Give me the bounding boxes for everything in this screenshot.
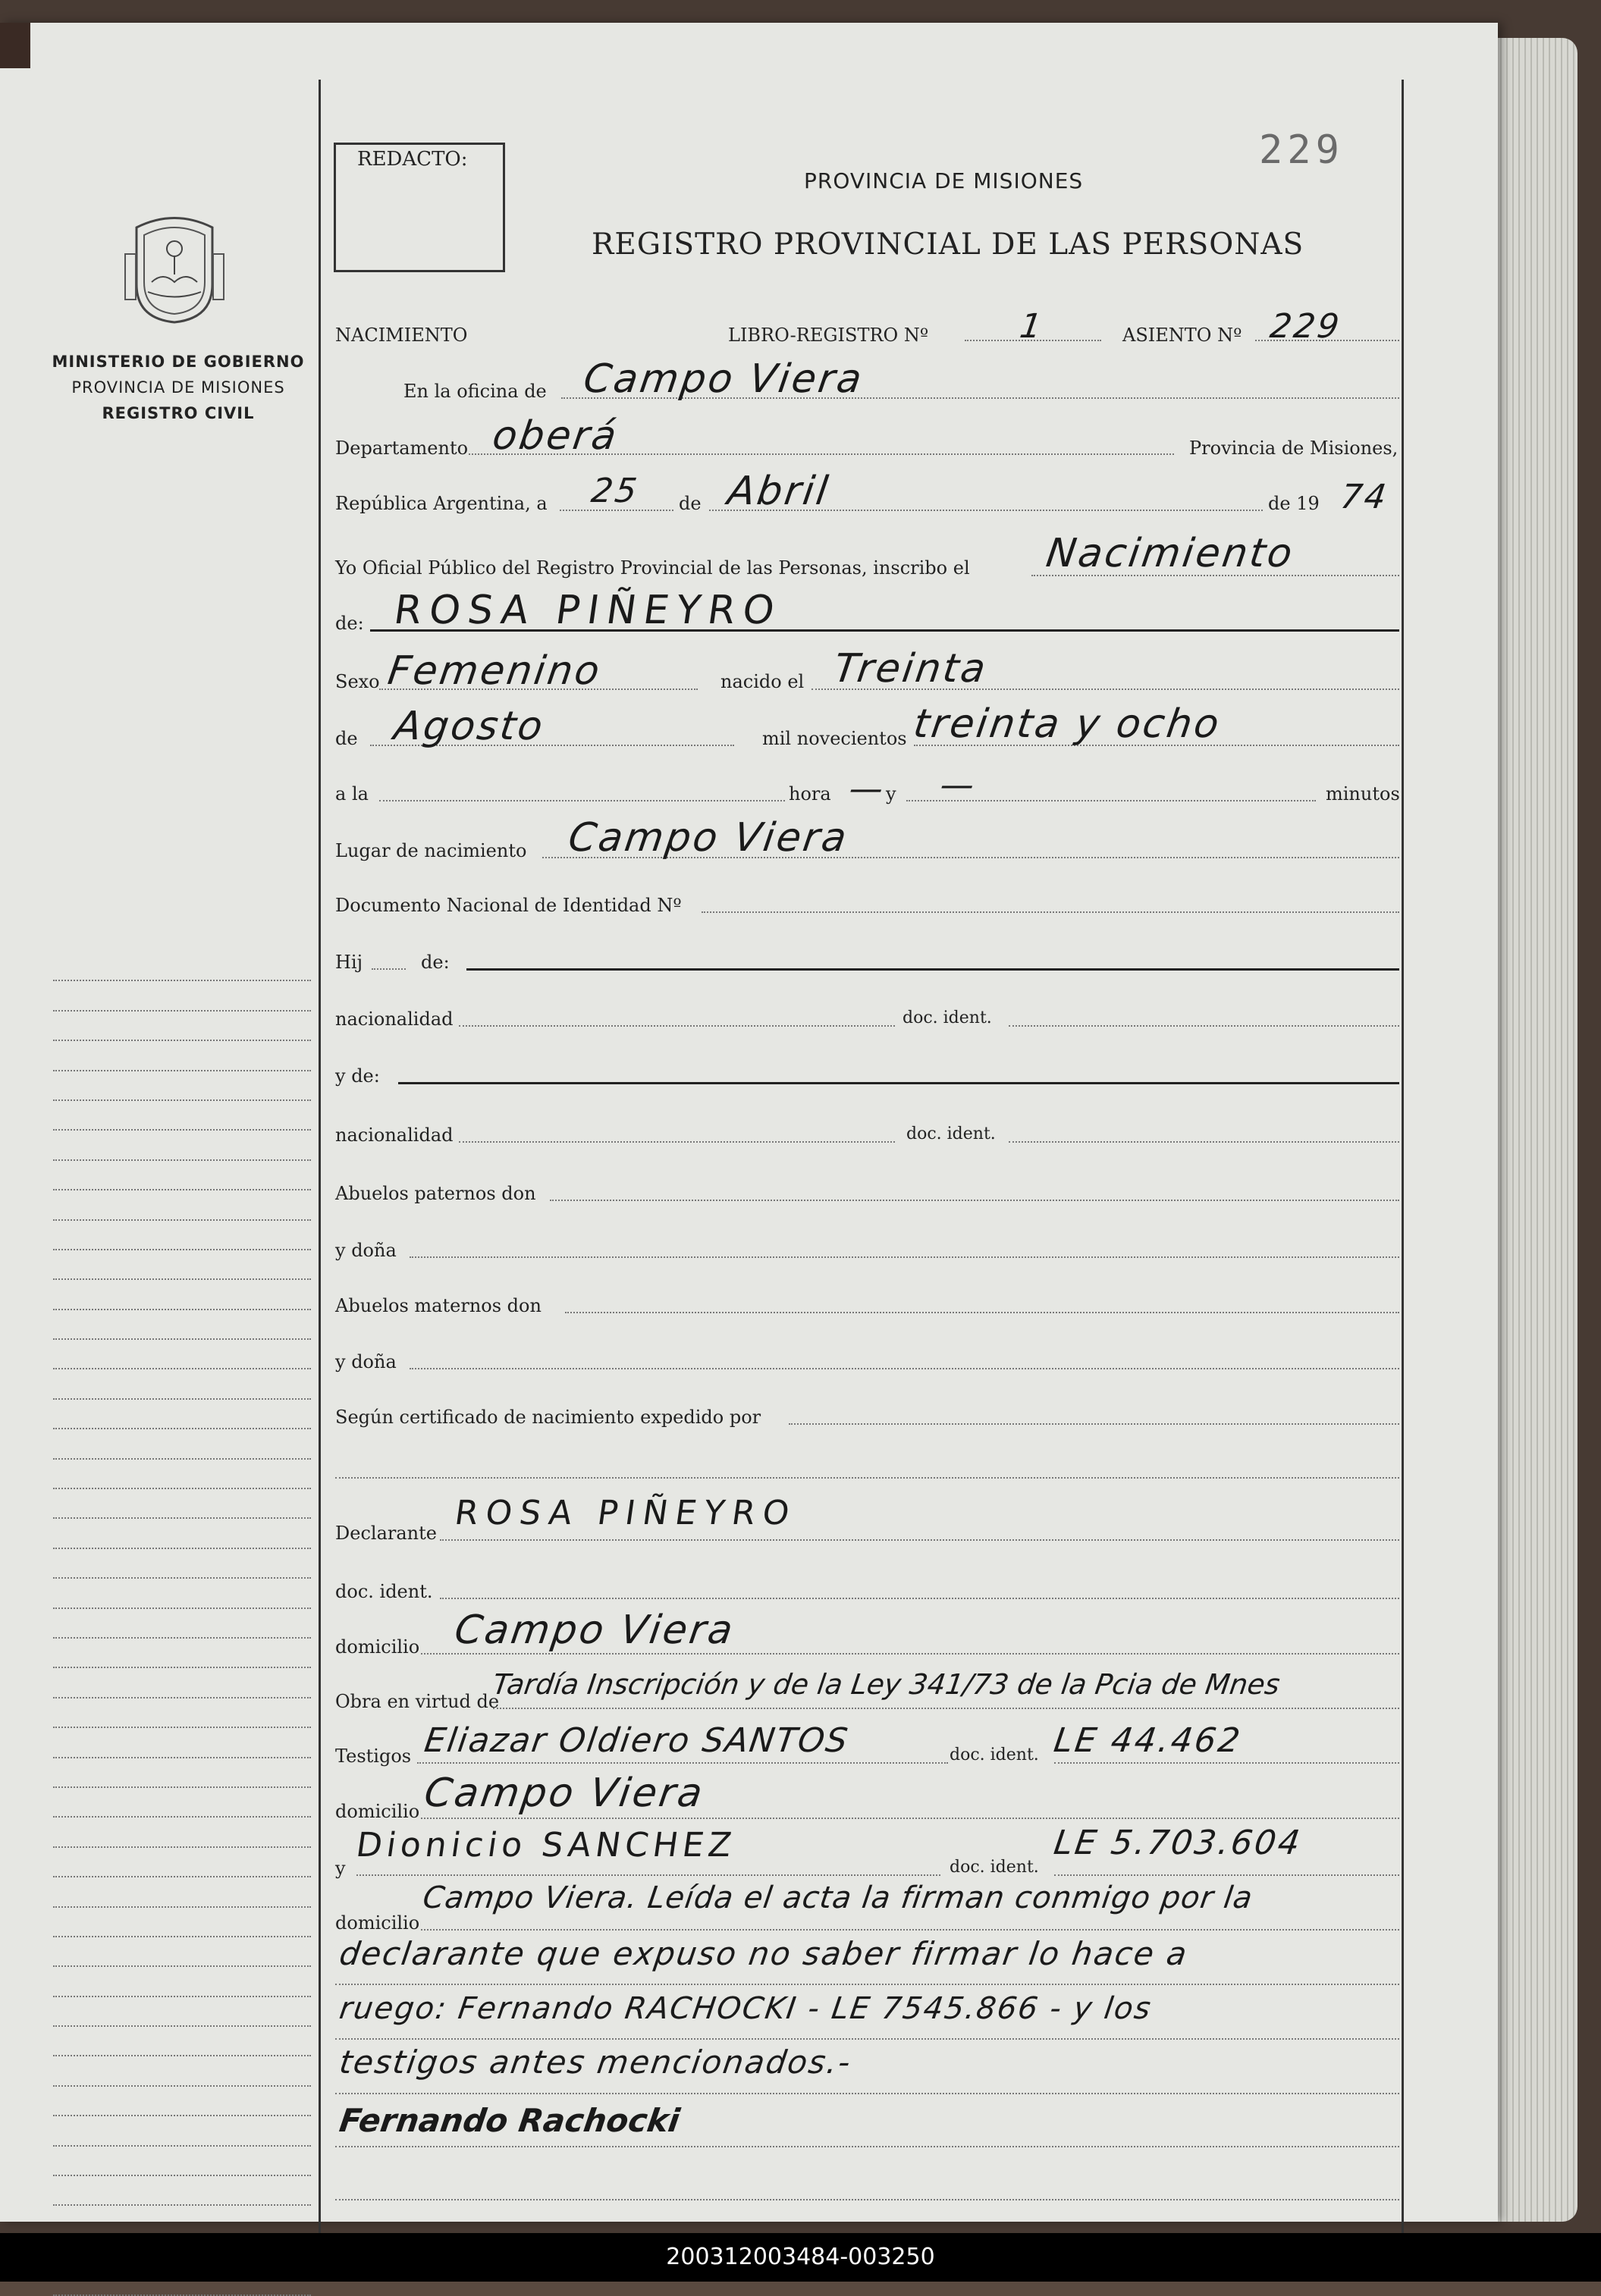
hij-label: Hij (335, 952, 363, 973)
oficial-text: Yo Oficial Público del Registro Provincial de las Personas, inscribo el (335, 557, 970, 579)
docident-t2-line (1054, 1874, 1399, 1876)
obra-line (493, 1708, 1399, 1709)
nacionalidad-2-line (459, 1141, 895, 1143)
testigo-1-value: Eliazar Oldiero SANTOS (422, 1721, 852, 1760)
domicilio-3-line (421, 1929, 1399, 1931)
de-padre-label: de: (421, 952, 450, 973)
segun-line-2 (335, 1477, 1399, 1479)
nacimiento-label: NACIMIENTO (335, 325, 468, 346)
nacido-label: nacido el (720, 671, 805, 692)
madre-line (398, 1082, 1399, 1084)
testigo-1-line (417, 1762, 948, 1764)
margin-note-lines (53, 952, 311, 2296)
nacionalidad-1-line (459, 1025, 895, 1027)
departamento-label: Departamento (335, 438, 469, 459)
hora-label: hora (789, 783, 831, 805)
redacto-label: REDACTO: (357, 148, 468, 171)
continuation-1: declarante que expuso no saber firmar lo hace a (337, 1935, 1191, 1972)
domicilio-1-value: Campo Viera (451, 1608, 738, 1653)
binding-corner (0, 23, 30, 68)
obra-label: Obra en virtud de (335, 1691, 500, 1712)
continuation-line-1 (335, 1984, 1399, 1985)
docident-1-label: doc. ident. (903, 1008, 992, 1027)
provincia-label: Provincia de Misiones, (1189, 438, 1399, 459)
dia-value: 25 (589, 472, 642, 510)
minutos-label: minutos (1326, 783, 1400, 805)
abuelos-paternos-label: Abuelos paternos don (335, 1183, 536, 1204)
continuation-2: ruego: Fernando RACHOCKI - LE 7545.866 - y los (337, 1991, 1154, 2026)
domicilio-3-value: Campo Viera. Leída el acta la firman conmigo por la (420, 1880, 1255, 1915)
asiento-value: 229 (1267, 307, 1344, 346)
abuelos-maternos-label: Abuelos maternos don (335, 1295, 542, 1316)
docident-t1-label: doc. ident. (950, 1746, 1039, 1764)
ministry-province: PROVINCIA DE MISIONES (71, 378, 285, 397)
year-value: 74 (1338, 478, 1391, 516)
domicilio-3-label: domicilio (335, 1912, 420, 1934)
nombre-value: ROSA PIÑEYRO (391, 588, 785, 633)
domicilio-1-line (421, 1653, 1399, 1655)
docident-1-line (1009, 1025, 1399, 1027)
de-label-2: de (335, 728, 358, 749)
testigo-2-line (356, 1874, 940, 1876)
docident-t2-value: LE 5.703.604 (1051, 1824, 1304, 1862)
anio-nac-value: treinta y ocho (910, 701, 1224, 747)
libro-label: LIBRO-REGISTRO Nº (728, 325, 929, 346)
testigo-2-value: Dionicio SANCHEZ (353, 1826, 739, 1865)
domicilio-2-line (421, 1818, 1399, 1819)
register-page (0, 23, 1498, 2222)
docident-2-line (1009, 1141, 1399, 1143)
y-dona-2-label: y doña (335, 1351, 397, 1372)
continuation-line-4 (335, 2146, 1399, 2147)
nacido-value: Treinta (830, 646, 990, 692)
mes-nac-value: Agosto (391, 704, 548, 749)
docident-t2-label: doc. ident. (950, 1858, 1039, 1877)
doc-ident-line (440, 1598, 1399, 1599)
lugar-label: Lugar de nacimiento (335, 840, 527, 861)
registry-title: REGISTRO PROVINCIAL DE LAS PERSONAS (592, 227, 1304, 262)
segun-label: Según certificado de nacimiento expedido por (335, 1407, 761, 1428)
nacionalidad-1-label: nacionalidad (335, 1008, 454, 1030)
y-dona-2-line (410, 1368, 1399, 1369)
page-number: 229 (1259, 127, 1344, 173)
y-testigo-2-label: y (335, 1858, 346, 1879)
sexo-label: Sexo (335, 671, 380, 692)
y-label: y (886, 783, 896, 805)
de-year-label: de 19 (1268, 493, 1320, 514)
padre-line (466, 968, 1399, 971)
continuation-line-2 (335, 2038, 1399, 2040)
footer-bar (0, 2233, 1601, 2282)
doc-ident-label: doc. ident. (335, 1581, 433, 1602)
obra-value: Tardía Inscripción y de la Ley 341/73 de la Pcia de Mnes (490, 1668, 1282, 1701)
y-dona-1-line (410, 1256, 1399, 1258)
margin-line (319, 80, 321, 2244)
docident-t1-value: LE 44.462 (1051, 1721, 1245, 1760)
docident-t1-line (1054, 1762, 1399, 1764)
inscribo-value: Nacimiento (1043, 531, 1298, 576)
continuation-line-3 (335, 2093, 1399, 2094)
dni-line (702, 911, 1399, 913)
libro-value: 1 (1017, 307, 1047, 346)
right-border-line (1402, 80, 1404, 2244)
image-code: 200312003484-003250 (666, 2244, 935, 2270)
docident-2-label: doc. ident. (906, 1124, 996, 1143)
ministry-block (46, 349, 311, 426)
dni-label: Documento Nacional de Identidad Nº (335, 895, 682, 916)
domicilio-1-label: domicilio (335, 1636, 420, 1658)
abuelos-maternos-line (565, 1312, 1399, 1313)
continuation-3: testigos antes mencionados.- (337, 2044, 855, 2081)
abuelos-paternos-line (550, 1200, 1399, 1201)
min-value: — (937, 766, 979, 805)
declarante-value: ROSA PIÑEYRO (452, 1494, 799, 1532)
asiento-label: ASIENTO Nº (1122, 325, 1242, 346)
departamento-value: oberá (489, 413, 622, 459)
a-la-line (379, 800, 785, 801)
de-label: de: (335, 613, 364, 634)
sexo-value: Femenino (385, 648, 604, 694)
hora-value: — (846, 770, 888, 808)
mes-value: Abril (724, 469, 833, 514)
provincial-seal-icon (121, 212, 228, 326)
segun-line (789, 1423, 1399, 1425)
redacto-box (334, 143, 505, 272)
a-la-label: a la (335, 783, 369, 805)
hij-line (372, 968, 406, 970)
de-label-1: de (679, 493, 702, 514)
mil-label: mil novecientos (762, 728, 907, 749)
oficina-label: En la oficina de (403, 381, 547, 402)
testigos-label: Testigos (335, 1746, 412, 1767)
ministry-civil: REGISTRO CIVIL (102, 404, 255, 422)
y-de-label: y de: (335, 1065, 380, 1087)
declarante-line (440, 1539, 1399, 1541)
domicilio-2-value: Campo Viera (421, 1771, 708, 1816)
declarante-label: Declarante (335, 1523, 437, 1544)
republica-label: República Argentina, a (335, 493, 548, 514)
signature: Fernando Rachocki (337, 2102, 683, 2139)
domicilio-2-label: domicilio (335, 1801, 420, 1822)
nacionalidad-2-label: nacionalidad (335, 1124, 454, 1146)
ministry-title: MINISTERIO DE GOBIERNO (52, 353, 305, 371)
lugar-value: Campo Viera (565, 815, 852, 861)
province-title: PROVINCIA DE MISIONES (804, 168, 1084, 193)
oficina-value: Campo Viera (580, 356, 867, 402)
y-dona-1-label: y doña (335, 1240, 397, 1261)
continuation-line-5 (335, 2199, 1399, 2200)
